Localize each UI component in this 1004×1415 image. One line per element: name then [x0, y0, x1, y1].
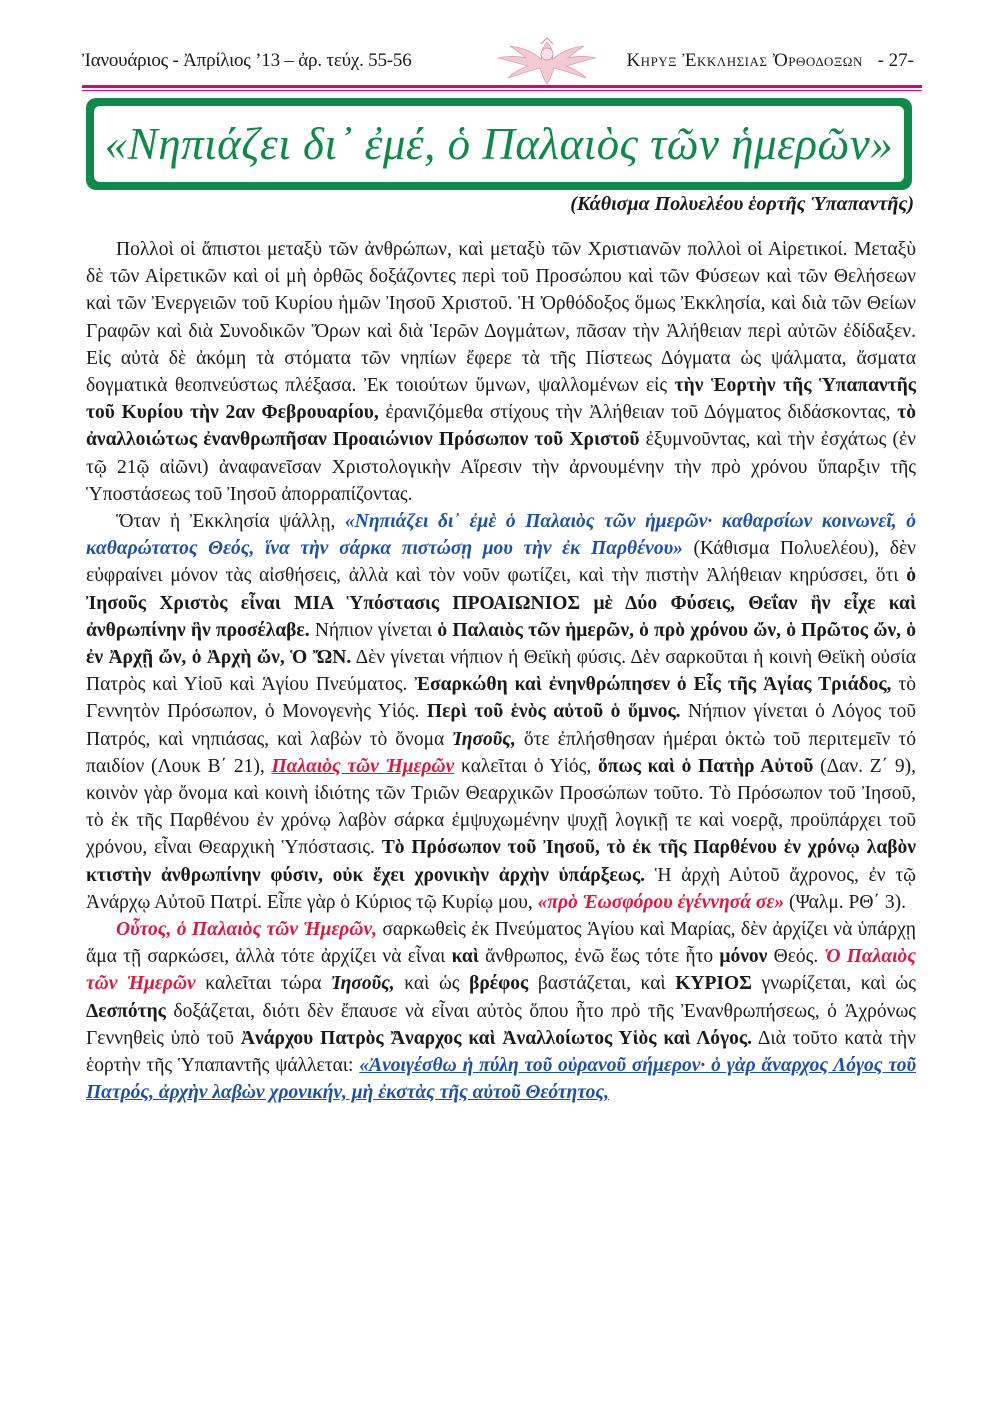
- text-run: (Κάθισμα Πολυελέου), δὲν εὐφραίνει μόνον τὰς αἰσθήσεις, ἀλλὰ καὶ τὸν νοῦν φωτίζει, καὶ τὴν πιστὴν Ἀλήθειαν κηρύσσει, ὅτι: [86, 538, 916, 587]
- text-run: γνωρίζεται, καὶ ὡς: [751, 973, 916, 995]
- bold-run: Τὸ Πρόσωπον τοῦ Ἰησοῦ, τὸ ἐκ τῆς Παρθένου ἐν χρόνῳ λαβὸν κτιστὴν ἀνθρωπίνην φύσιν, οὐκ ἔχει χρονικὴν ἀρχὴν ὑπάρξεως.: [86, 837, 916, 886]
- title-frame: [86, 98, 912, 190]
- header-rule-thick: [82, 85, 922, 88]
- red-emphasis: Παλαιὸς τῶν Ἡμερῶν: [271, 755, 455, 777]
- bold-italic-run: Ἰησοῦς,: [452, 728, 516, 750]
- bold-run: ὅπως καὶ ὁ Πατὴρ Αὐτοῦ: [598, 755, 814, 777]
- bold-run: Ἐσαρκώθη καὶ ἐνηνθρώπησεν ὁ Εἷς τῆς Ἁγίας Τριάδος,: [414, 674, 892, 696]
- bold-run: τὸ ἀναλλοιώτως ἐνανθρωπῆσαν Προαιώνιον Πρόσωπον τοῦ Χριστοῦ: [86, 402, 916, 451]
- article-subtitle: (Κάθισμα Πολυελέου ἑορτῆς Ὑπαπαντῆς): [570, 193, 914, 215]
- hymn-quote: «Ἀνοιγέσθω ἡ πύλη τοῦ οὐρανοῦ σήμερον· ὁ γὰρ ἄναρχος Λόγος τοῦ Πατρός, ἀρχὴν λαβὼν χρονικήν, μὴ ἐκστὰς τῆς αὐτοῦ Θεότητος,: [86, 1055, 917, 1104]
- hymn-quote: «Νηπιάζει δι᾽ ἐμὲ ὁ Παλαιὸς τῶν ἡμερῶν· καθαρσίων κοινωνεῖ, ὁ καθαρώτατος Θεός, ἵνα τὴν σάρκα πιστώσῃ μου τὴν ἐκ Παρθένου»: [86, 511, 916, 560]
- text-run: Δὲν γίνεται νήπιον ἡ Θεϊκὴ φύσις. Δὲν σαρκοῦται ἡ κοινὴ Θεϊκὴ οὐσία Πατρὸς καὶ Υἱοῦ καὶ Ἁγίου Πνεύματος.: [86, 647, 916, 696]
- text-run: ὅτε ἐπλήσθησαν ἡμέραι ὀκτὼ τοῦ περιτεμεῖν τό παιδίον (Λουκ Β΄ 21),: [86, 728, 916, 777]
- bold-run: τὴν Ἑορτὴν τῆς Ὑπαπαντῆς τοῦ Κυρίου τὴν 2αν Φεβρουαρίου,: [86, 375, 916, 424]
- text-run: Διὰ τοῦτο κατὰ τὴν ἑορτὴν τῆς Ὑπαπαντῆς ψάλλεται:: [86, 1027, 916, 1077]
- text-run: βαστάζεται, καὶ: [528, 973, 676, 995]
- issue-info: Ἰανουάριος - Ἀπρίλιος ’13 – ἀρ. τεύχ. 55-56: [82, 50, 412, 71]
- bold-italic-run: Ἰησοῦς,: [331, 973, 395, 995]
- text-run: (Ψαλμ. ΡΘ΄ 3).: [784, 891, 906, 913]
- text-run: καὶ ὡς: [394, 973, 470, 995]
- bold-run: Δεσπότης: [86, 1000, 166, 1022]
- bold-run: βρέφος: [469, 973, 529, 995]
- paragraph-3: [86, 916, 916, 1106]
- text-run: Θεός.: [767, 946, 825, 968]
- header-rule-thin: [82, 90, 922, 91]
- red-emphasis: Ὁ Παλαιὸς τῶν Ἡμερῶν: [86, 946, 916, 995]
- title-frame-inner: [94, 106, 904, 182]
- article-title: «Νηπιάζει δι᾽ ἐμέ, ὁ Παλαιὸς τῶν ἡμερῶν»: [104, 119, 894, 169]
- bold-run: Περὶ τοῦ ἑνὸς αὐτοῦ ὁ ὕμνος.: [426, 701, 681, 723]
- bold-run: ὁ Παλαιὸς τῶν ἡμερῶν, ὁ πρὸ χρόνου ὤν, ὁ Πρῶτος ὤν, ὁ ἐν Ἀρχῇ ὤν, ὁ Ἀρχὴ ὤν, Ὁ ὬΝ.: [86, 619, 917, 669]
- text-run: σαρκωθεὶς ἐκ Πνεύματος Ἁγίου καὶ Μαρίας, δὲν ἀρχίζει νὰ ὑπάρχῃ ἅμα τῇ σαρκώσει, ἀλλὰ τότε ἀρχίζει νὰ εἶναι: [86, 919, 916, 968]
- text-run: καλεῖται ὁ Υἱός,: [454, 755, 599, 777]
- double-headed-eagle-emblem: [492, 36, 602, 86]
- text-run: ἄνθρωπος, ἐνῶ ἕως τότε ἦτο: [478, 946, 720, 968]
- text-run: δοξάζεται, διότι δὲν ἔπαυσε νὰ εἶναι αὐτὸς ὅπου ἦτο πρὸ τῆς Ἐνανθρωπήσεως, ὁ Ἀχρόνως Γεννηθεὶς ὑπὸ τοῦ: [86, 1000, 916, 1049]
- page-number: - 27-: [877, 50, 914, 71]
- text-run: Νήπιον γίνεται: [309, 619, 438, 641]
- text-run: (Δαν. Ζ΄ 9), κοινὸν γὰρ ὄνομα καὶ κοινὴ ἰδιότης τῶν Τριῶν Θεαρχικῶν Προσώπων τοῦτο. Τὸ Πρόσωπον τοῦ Ἰησοῦ, τὸ ἐκ τῆς Παρθένου ἐν χρόνῳ λαβὸν σάρκα ἐμψυχωμένην ψυχῇ λογικῇ τε καὶ νοερᾷ, προϋπάρχει τοῦ χρόνου, εἶναι Θεαρχικὴ Ὑπόστασις.: [86, 755, 917, 859]
- red-emphasis: Οὗτος, ὁ Παλαιὸς τῶν Ἡμερῶν,: [116, 919, 377, 941]
- bold-run: ΚΥΡΙΟΣ: [675, 973, 752, 995]
- article-body: [86, 236, 916, 1107]
- red-quote: «πρὸ Ἑωσφόρου ἐγέννησά σε»: [537, 891, 785, 913]
- publication-name: Κηρυξ Ἐκκλησιας Ὀρθοδοξων: [626, 50, 863, 71]
- bold-run: Ἀνάρχου Πατρὸς Ἄναρχος καὶ Ἀναλλοίωτος Υἱὸς καὶ Λόγος.: [240, 1027, 753, 1049]
- publication-and-page: [626, 50, 914, 72]
- text-run: τὸ Γεννητὸν Πρόσωπον, ὁ Μονογενὴς Υἱός.: [86, 674, 916, 723]
- bold-run: καὶ: [451, 946, 479, 968]
- text-run: ἐρανιζόμεθα στίχους τὴν Ἀλήθειαν τοῦ Δόγματος διδάσκοντας,: [378, 402, 898, 424]
- text-run: Ὅταν ἡ Ἐκκλησία ψάλλῃ,: [116, 511, 346, 533]
- text-run: ἐξυμνοῦντας, καὶ τὴν ἐσχάτως (ἐν τῷ 21ῷ αἰῶνι) ἀναφανεῖσαν Χριστολογικὴν Αἵρεσιν τὴν ἀρνουμένην τὴν πρὸ χρόνου ὕπαρξιν τῆς Ὑποστάσεως τοῦ Ἰησοῦ ἀπορραπίζοντας.: [86, 429, 916, 505]
- bold-run: ὁ Ἰησοῦς Χριστὸς εἶναι ΜΙΑ Ὑπόστασις ΠΡΟΑΙΩΝΙΟΣ μὲ Δύο Φύσεις, Θεΐαν ἣν εἶχε καὶ ἀνθρωπίνην ἣν προσέλαβε.: [86, 565, 916, 641]
- text-run: καλεῖται τώρα: [195, 973, 332, 995]
- paragraph-1: [86, 236, 916, 508]
- paragraph-2: [86, 508, 916, 916]
- text-run: Ἡ ἀρχὴ Αὐτοῦ ἄχρονος, ἐν τῷ Ἀνάρχῳ Αὐτοῦ Πατρί. Εἶπε γὰρ ὁ Κύριος τῷ Κυρίῳ μου,: [86, 864, 916, 913]
- page-header: [82, 42, 922, 82]
- text-run: Νήπιον γίνεται ὁ Λόγος τοῦ Πατρός, καὶ νηπιάσας, καὶ λαβὼν τὸ ὄνομα: [86, 701, 916, 750]
- bold-run: μόνον: [719, 946, 768, 968]
- text-run: Πολλοὶ οἱ ἄπιστοι μεταξὺ τῶν ἀνθρώπων, καὶ μεταξὺ τῶν Χριστιανῶν πολλοὶ οἱ Αἱρετικοί. Μεταξὺ δὲ τῶν Αἱρετικῶν καὶ οἱ μὴ ὀρθῶς δοξάζοντες περὶ τοῦ Προσώπου καὶ τῶν Φύσεων καὶ τῶν Θελήσεων καὶ τῶν Ἐνεργειῶν τοῦ Κυρίου ἡμῶν Ἰησοῦ Χριστοῦ. Ἡ Ὀρθόδοξος ὅμως Ἐκκλησία, καὶ διὰ τῶν Θείων Γραφῶν καὶ διὰ Συνοδικῶν Ὅρων καὶ διὰ Ἱερῶν Δογμάτων, πᾶσαν τὴν Ἀλήθειαν περὶ αὐτῶν ἐδίδαξεν. Εἰς αὐτὰ δὲ ἀκόμη τὰ στόματα τῶν νηπίων ἔφερε τὰ τῆς Πίστεως Δόγματα ὡς ψάλματα, ἄσματα δογματικὰ θεοπνεύστως πλέξασα. Ἐκ τοιούτων ὕμνων, ψαλλομένων εἰς: [86, 239, 916, 397]
